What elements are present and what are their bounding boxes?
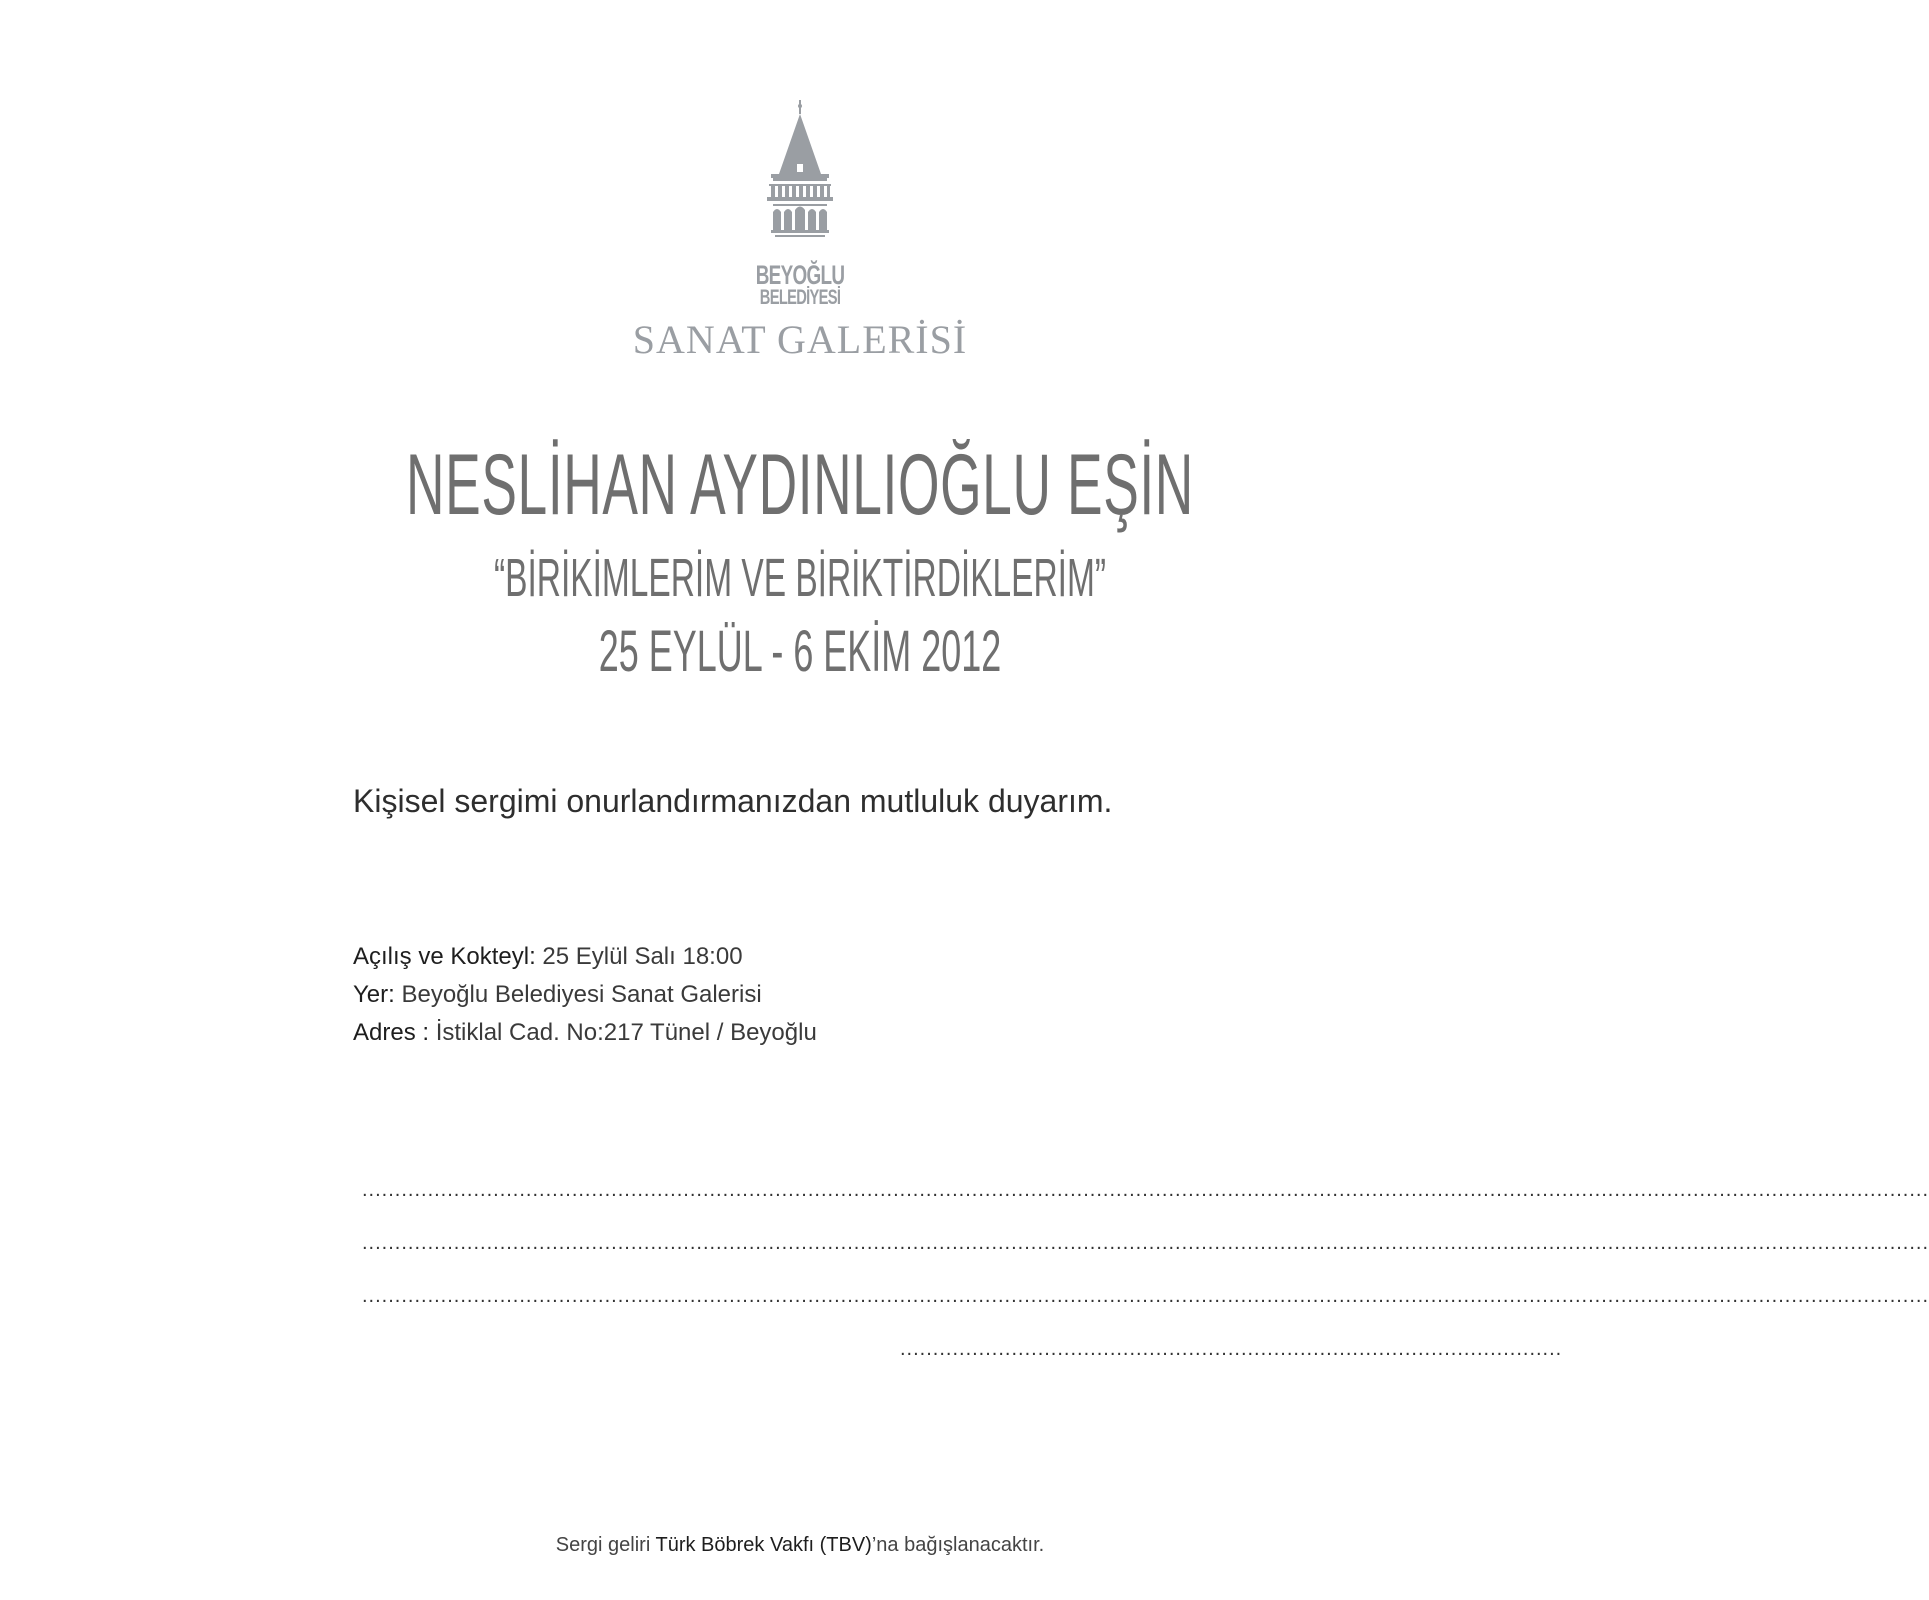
donation-note-prefix: Sergi geliri [555, 1534, 656, 1556]
exhibition-title: “BİRİKİMLERİM VE BİRİKTİRDİKLERİM” [493, 548, 1107, 608]
dotted-line: ............................................................................................................................................................................................................................................... [362, 1285, 1929, 1307]
place-row [353, 976, 817, 1014]
exhibition-dates: 25 EYLÜL - 6 EKİM 2012 [598, 619, 1002, 684]
donation-note [0, 1533, 1600, 1557]
address-label: Adres : [353, 1019, 430, 1046]
opening-row [353, 938, 817, 976]
dotted-line-short: ..................................................................................................... [900, 1338, 1563, 1360]
logo-text-beyoglu: BEYOĞLU [755, 260, 845, 290]
address-value: İstiklal Cad. No:217 Tünel / Beyoğlu [429, 1019, 817, 1046]
place-label: Yer: [353, 981, 395, 1008]
event-details [353, 938, 817, 1052]
invitation-message: Kişisel sergimi onurlandırmanızdan mutluluk duyarım. [353, 783, 1113, 819]
beyoglu-logo [0, 100, 1600, 260]
artist-name: NESLİHAN AYDINLIOĞLU EŞİN [406, 437, 1194, 533]
galata-tower-icon [757, 100, 843, 260]
opening-value: 25 Eylül Salı 18:00 [535, 943, 743, 970]
address-row [353, 1014, 817, 1052]
dotted-line: ............................................................................................................................................................................................................................................... [362, 1232, 1929, 1254]
place-value: Beyoğlu Belediyesi Sanat Galerisi [394, 981, 762, 1008]
logo-text-belediyesi: BELEDİYESİ [759, 286, 841, 309]
dotted-line: ............................................................................................................................................................................................................................................... [362, 1179, 1929, 1201]
opening-label: Açılış ve Kokteyl: [353, 943, 536, 970]
foundation-name: Türk Böbrek Vakfı (TBV) [655, 1534, 872, 1556]
donation-note-suffix: ’na bağışlanacaktır. [871, 1534, 1045, 1556]
gallery-title: SANAT GALERİSİ [632, 317, 968, 362]
